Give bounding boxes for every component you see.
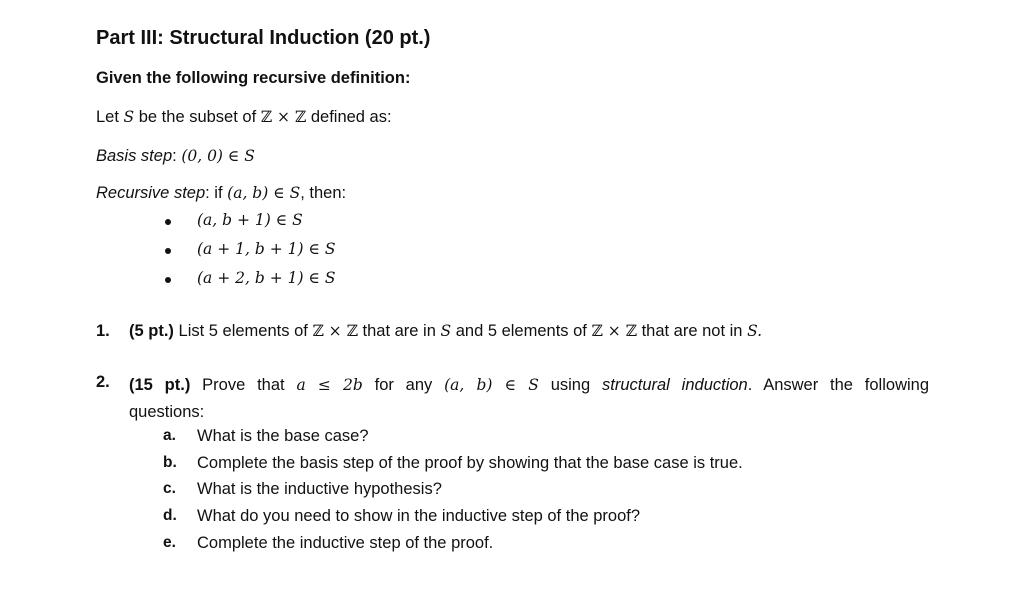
- q2-pair: (a, b) ∈ S: [444, 376, 539, 394]
- question-1-number: 1.: [96, 322, 110, 340]
- part-letter-a: a.: [163, 427, 176, 444]
- part-letter-d: d.: [163, 507, 177, 524]
- basis-colon: :: [172, 147, 177, 165]
- q1-set-symbol: S: [440, 322, 452, 340]
- q1-zxz-2: ℤ × ℤ: [591, 322, 637, 340]
- question-1-text: [129, 322, 762, 341]
- intro-be-subset: be the subset of: [138, 108, 257, 126]
- part-letter-e: e.: [163, 534, 176, 551]
- page-title: Part III: Structural Induction (20 pt.): [96, 27, 431, 49]
- recursive-if: : if: [205, 184, 223, 202]
- recursive-rule-2: (a + 1, b + 1) ∈ S: [197, 240, 336, 258]
- q2-for-any: for any: [374, 376, 433, 394]
- q2-using: using: [550, 376, 591, 394]
- question-2-text: [129, 372, 929, 426]
- q1-text-d: that are not in: [641, 322, 743, 340]
- recursive-label: Recursive step: [96, 184, 206, 202]
- section-subtitle: Given the following recursive definition:: [96, 69, 411, 87]
- bullet-dot: [165, 248, 171, 254]
- q1-zxz-1: ℤ × ℤ: [312, 322, 358, 340]
- question-2-line-1: [129, 372, 929, 399]
- basis-line: [96, 147, 255, 166]
- q1-text-a: List 5 elements of: [178, 322, 308, 340]
- part-text-d: What do you need to show in the inductive step of the proof?: [197, 507, 641, 525]
- intro-set-symbol: S: [123, 108, 135, 126]
- part-text-a: What is the base case?: [197, 427, 369, 445]
- q2-prove: Prove that: [202, 376, 285, 394]
- question-2-number: 2.: [96, 373, 110, 391]
- question-2-points: (15 pt.): [129, 376, 191, 394]
- q1-text-c: and 5 elements of: [455, 322, 587, 340]
- q1-end: S.: [747, 322, 763, 340]
- bullet-dot: [165, 277, 171, 283]
- basis-label: Basis step: [96, 147, 173, 165]
- recursive-rule-3: (a + 2, b + 1) ∈ S: [197, 269, 336, 287]
- part-text-c: What is the inductive hypothesis?: [197, 480, 442, 498]
- part-letter-b: b.: [163, 454, 177, 471]
- intro-line: [96, 108, 392, 127]
- intro-zxz: ℤ × ℤ: [260, 108, 307, 126]
- recursive-then: , then:: [300, 184, 347, 202]
- part-letter-c: c.: [163, 480, 176, 497]
- q2-rest: . Answer the following: [747, 376, 930, 394]
- q1-text-b: that are in: [362, 322, 436, 340]
- recursive-condition: (a, b) ∈ S: [227, 184, 301, 202]
- part-text-b: Complete the basis step of the proof by showing that the base case is true.: [197, 454, 743, 472]
- question-1-points: (5 pt.): [129, 322, 174, 340]
- intro-defined-as: defined as:: [310, 108, 392, 126]
- q2-method: structural induction: [602, 376, 748, 394]
- intro-let: Let: [96, 108, 119, 126]
- q2-inequality: a ≤ 2b: [296, 376, 363, 394]
- bullet-dot: [165, 219, 171, 225]
- recursive-rule-1: (a, b + 1) ∈ S: [197, 211, 303, 229]
- part-text-e: Complete the inductive step of the proof.: [197, 534, 494, 552]
- recursive-line: [96, 184, 346, 203]
- question-2-line-2: questions:: [129, 403, 205, 421]
- basis-expression: (0, 0) ∈ S: [181, 147, 255, 165]
